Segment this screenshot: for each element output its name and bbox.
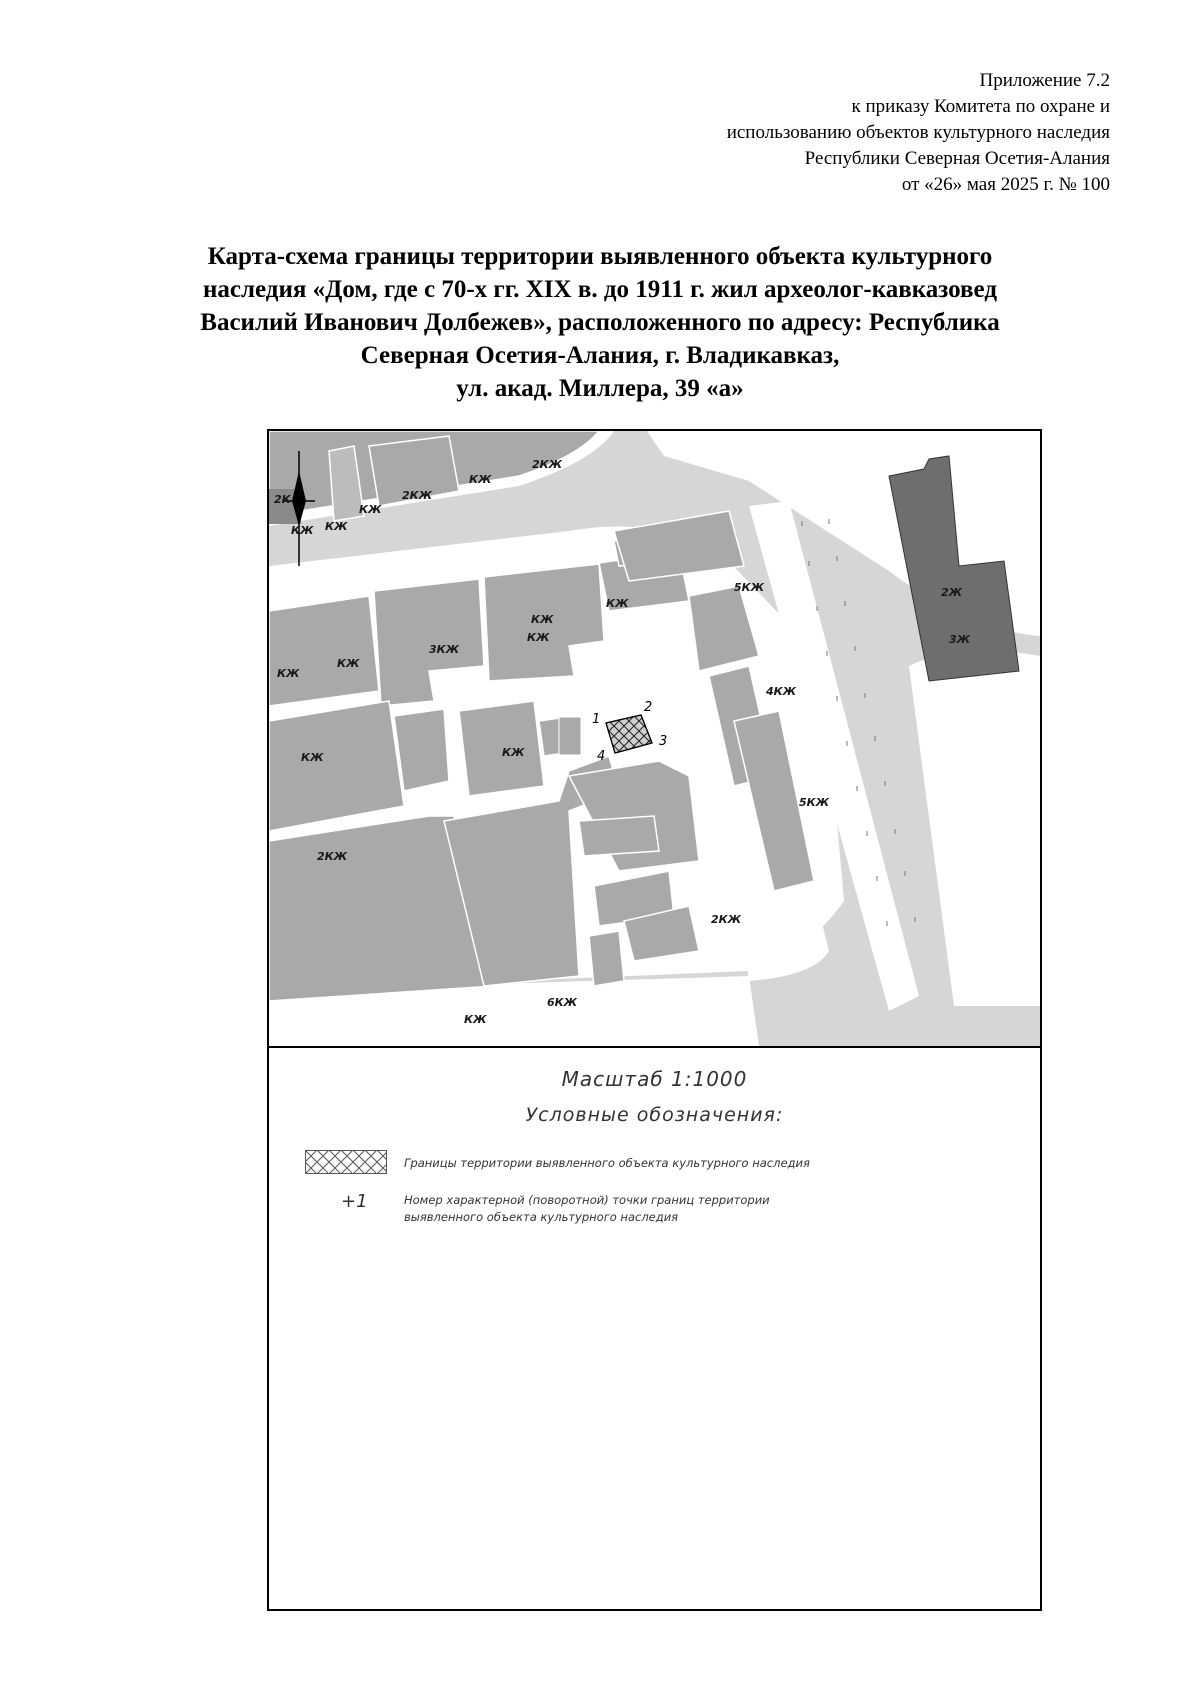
annex-line-2: к приказу Комитета по охране и (851, 96, 1110, 117)
label-12: КЖ (337, 657, 360, 670)
label-3: КЖ (469, 473, 492, 486)
label-23: 2Ж (941, 586, 963, 599)
label-21: 6КЖ (547, 996, 578, 1009)
label-4: КЖ (359, 503, 382, 516)
building-c1 (269, 596, 379, 706)
label-13: 3КЖ (429, 643, 460, 656)
label-8: КЖ (606, 597, 629, 610)
legend-point-line-1: Номер характерной (поворотной) точки границ территории (404, 1193, 770, 1207)
annex-line-4: Республики Северная Осетия-Алания (804, 148, 1110, 169)
building-c17 (579, 816, 659, 856)
annex-block (727, 68, 1110, 198)
label-18: 5КЖ (799, 796, 830, 809)
label-24: 3Ж (949, 633, 971, 646)
legend-item-point (404, 1192, 770, 1226)
annex-line-5: от «26» мая 2025 г. № 100 (901, 174, 1110, 195)
map-scale: Масштаб 1:1000 (561, 1067, 748, 1091)
label-15: 4КЖ (766, 685, 797, 698)
label-16: КЖ (301, 751, 324, 764)
label-17: КЖ (502, 746, 525, 759)
boundary-point-2: 2 (644, 700, 653, 715)
annex-line-1: Приложение 7.2 (979, 70, 1110, 91)
label-5: КЖ (325, 520, 348, 533)
annex-line-3: использованию объектов культурного наследия (726, 122, 1110, 143)
legend-hatch-swatch (305, 1150, 387, 1174)
boundary-point-4: 4 (597, 749, 606, 764)
label-2: 2КЖ (402, 489, 433, 502)
map-scheme (269, 431, 1040, 1048)
label-22: КЖ (464, 1013, 487, 1026)
title-line-3: Василий Иванович Долбежев», расположенного по адресу: Республика (200, 309, 1000, 336)
building-c19 (589, 931, 624, 986)
label-10: 5КЖ (734, 581, 765, 594)
title-line-5: ул. акад. Миллера, 39 «а» (456, 375, 744, 402)
label-19: 2КЖ (317, 850, 348, 863)
label-6: 2К (274, 493, 291, 506)
legend-item-boundary: Границы территории выявленного объекта культурного наследия (404, 1156, 810, 1170)
label-9: КЖ (531, 613, 554, 626)
label-11: КЖ (277, 667, 300, 680)
map-svg (269, 431, 1040, 1046)
title-line-1: Карта-схема границы территории выявленного объекта культурного (207, 243, 993, 270)
building-site-neighbor (559, 717, 581, 755)
label-14: КЖ (527, 631, 550, 644)
document-title (120, 240, 1080, 405)
label-7: КЖ (291, 524, 314, 537)
title-line-2: наследия «Дом, где с 70-х гг. XIX в. до 1911 г. жил археолог-кавказовед (203, 276, 997, 303)
legend-point-symbol: +1 (341, 1191, 368, 1212)
label-1: 2КЖ (532, 458, 563, 471)
label-20: 2КЖ (711, 913, 742, 926)
boundary-point-3: 3 (659, 734, 668, 749)
legend-title: Условные обозначения: (525, 1104, 784, 1126)
legend-point-line-2: выявленного объекта культурного наследия (404, 1210, 679, 1224)
map-frame (267, 429, 1042, 1611)
boundary-point-1: 1 (592, 712, 601, 727)
title-line-4: Северная Осетия-Алания, г. Владикавказ, (360, 342, 840, 369)
building-c6 (394, 709, 449, 791)
